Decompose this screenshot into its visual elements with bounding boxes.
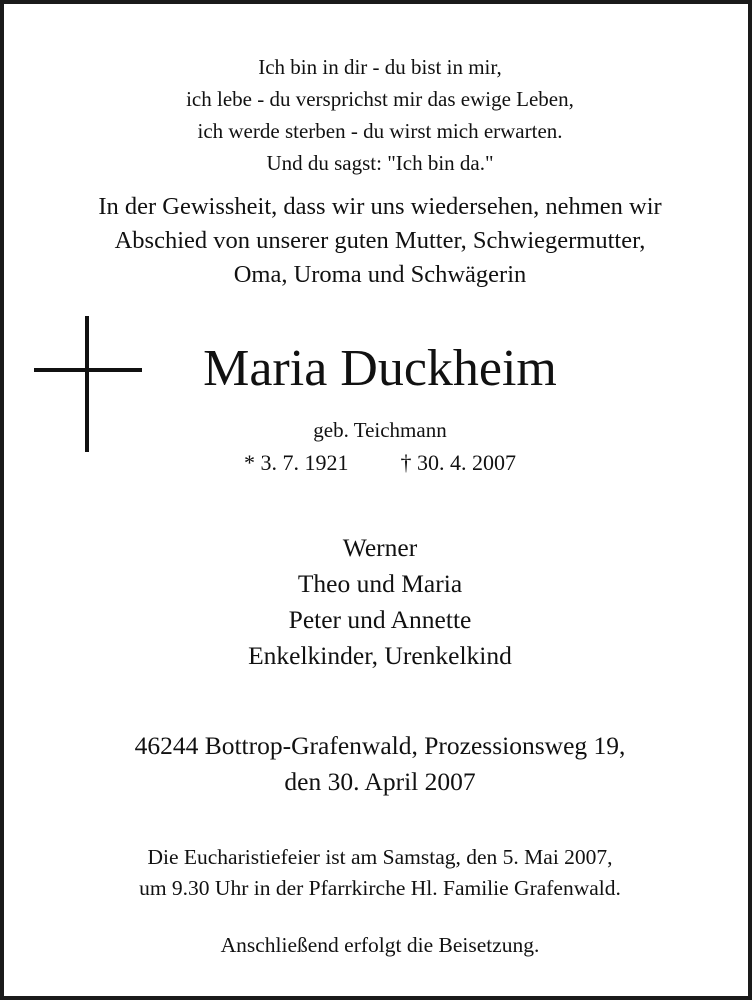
poem-line: ich lebe - du versprichst mir das ewige Leben, — [186, 87, 574, 111]
mourner-line: Enkelkinder, Urenkelkind — [248, 641, 512, 670]
farewell-line: Abschied von unserer guten Mutter, Schwiegermutter, — [114, 227, 646, 254]
mourner-line: Werner — [342, 533, 418, 562]
mourners-list — [4, 530, 752, 674]
farewell-text — [4, 190, 752, 292]
poem-line: Und du sagst: "Ich bin da." — [266, 151, 494, 175]
burial-info — [4, 930, 752, 961]
address-line: 46244 Bottrop-Grafenwald, Prozessionsweg 19, — [134, 731, 626, 760]
deceased-name — [4, 338, 752, 400]
farewell-line: Oma, Uroma und Schwägerin — [233, 261, 527, 288]
mourner-line: Theo und Maria — [297, 569, 463, 598]
mourner-line: Peter und Annette — [288, 605, 472, 634]
burial-line: Anschließend erfolgt die Beisetzung. — [220, 933, 540, 957]
maiden-name — [4, 416, 752, 444]
life-dates — [4, 448, 752, 478]
service-line: Die Eucharistiefeier ist am Samstag, den 5. Mai 2007, — [147, 845, 613, 869]
service-line: um 9.30 Uhr in der Pfarrkirche Hl. Familie Grafenwald. — [139, 876, 621, 900]
deceased-name-text: Maria Duckheim — [203, 340, 557, 397]
poem-verse — [4, 51, 752, 179]
maiden-name-text: geb. Teichmann — [313, 418, 447, 442]
poem-line: Ich bin in dir - du bist in mir, — [258, 55, 502, 79]
death-date: † 30. 4. 2007 — [400, 450, 516, 475]
place-and-date — [4, 728, 752, 800]
poem-line: ich werde sterben - du wirst mich erwarten. — [197, 119, 563, 143]
birth-date: * 3. 7. 1921 — [244, 450, 349, 475]
service-info — [4, 842, 752, 904]
date-line: den 30. April 2007 — [284, 767, 476, 796]
farewell-line: In der Gewissheit, dass wir uns wiedersehen, nehmen wir — [98, 193, 662, 220]
